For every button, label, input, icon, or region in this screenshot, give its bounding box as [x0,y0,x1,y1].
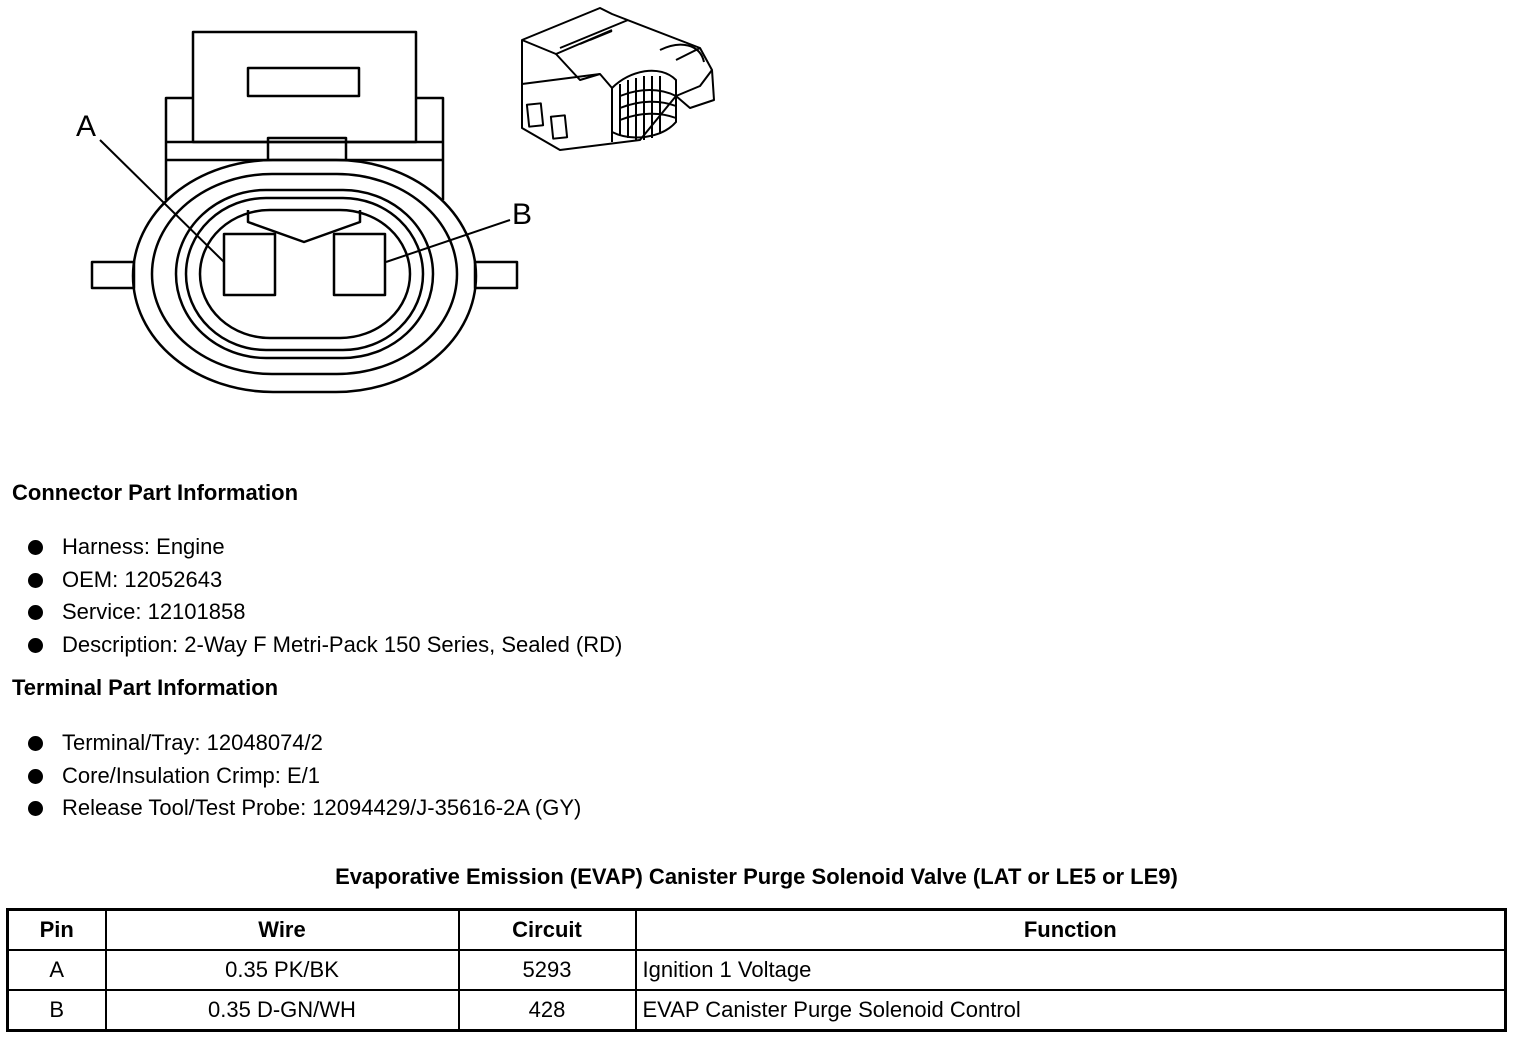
pin-table-title: Evaporative Emission (EVAP) Canister Purge Solenoid Valve (LAT or LE5 or LE9) [335,864,1178,889]
connector-body-outline [166,98,443,200]
col-header-circuit: Circuit [459,910,636,951]
connector-ear-left [92,262,134,288]
terminal-cavity-a [224,234,275,295]
table-header-row [8,910,1506,951]
cell-function: EVAP Canister Purge Solenoid Control [636,990,1506,1031]
leader-line-a [100,140,224,262]
table-row [8,990,1506,1031]
col-header-pin: Pin [8,910,106,951]
list-item: Release Tool/Test Probe: 12094429/J-35616-2A (GY) [28,793,581,826]
terminal-info-title: Terminal Part Information [12,675,279,700]
cell-wire: 0.35 PK/BK [106,950,459,990]
pin-table [6,908,1507,1032]
bullet-icon [28,638,43,653]
connector-info-title: Connector Part Information [12,480,299,505]
list-item: Harness: Engine [28,532,622,565]
list-item: Terminal/Tray: 12048074/2 [28,728,581,761]
bullet-icon [28,736,43,751]
cell-pin: A [8,950,106,990]
list-item: OEM: 12052643 [28,565,622,598]
connector-info-list [28,532,622,663]
connector-latch [193,32,416,142]
connector-latch-window [248,68,359,96]
bullet-icon [28,801,43,816]
connector-ear-right [475,262,517,288]
bullet-icon [28,540,43,555]
bullet-icon [28,573,43,588]
list-item: Core/Insulation Crimp: E/1 [28,761,581,794]
terminal-info-list [28,728,581,826]
cell-pin: B [8,990,106,1031]
connector-face-diagram [0,0,740,420]
callout-b: B [512,198,533,231]
connector-isometric-illustration [522,8,714,150]
col-header-function: Function [636,910,1506,951]
cell-circuit: 5293 [459,950,636,990]
cell-wire: 0.35 D-GN/WH [106,990,459,1031]
bullet-icon [28,605,43,620]
connector-key-chevron [248,210,360,242]
callout-a: A [76,110,97,143]
bullet-icon [28,769,43,784]
list-item: Description: 2-Way F Metri-Pack 150 Series, Sealed (RD) [28,630,622,663]
list-item: Service: 12101858 [28,597,622,630]
cell-function: Ignition 1 Voltage [636,950,1506,990]
cell-circuit: 428 [459,990,636,1031]
terminal-cavity-b [334,234,385,295]
col-header-wire: Wire [106,910,459,951]
table-row [8,950,1506,990]
